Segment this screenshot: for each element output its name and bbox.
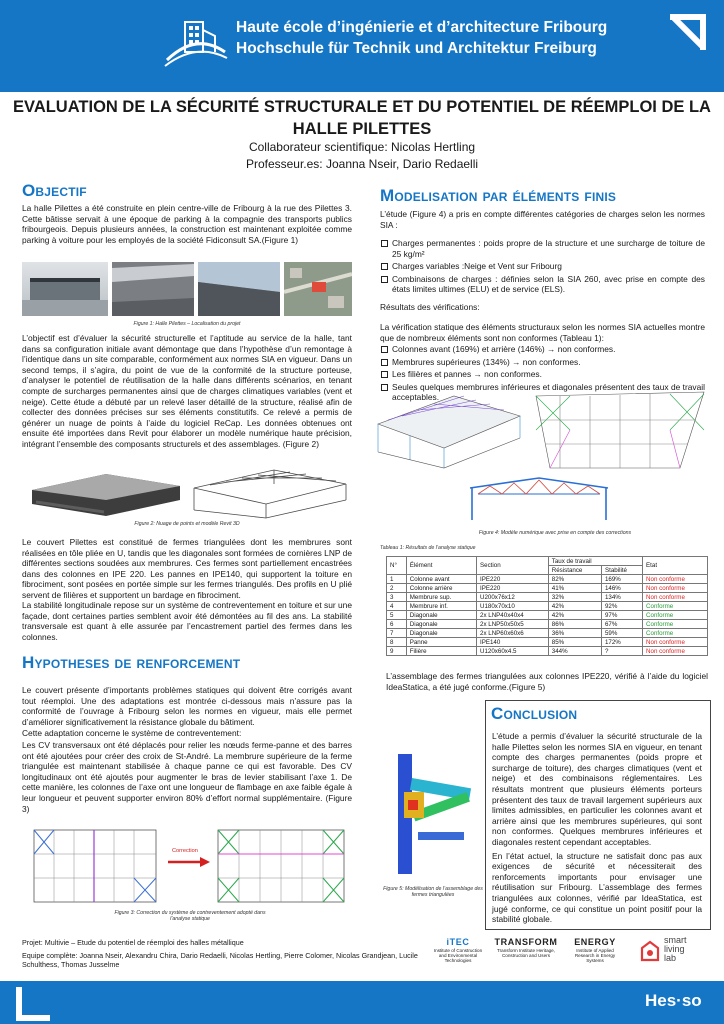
- objectif-heading: Objectif: [22, 181, 87, 200]
- school-name-de: Hochschule für Technik und Architektur Freiburg: [236, 40, 597, 57]
- fig1-map: [284, 262, 352, 316]
- footer-team: Equipe complète: Joanna Nseir, Alexandru Chira, Dario Redaelli, Nicolas Hertling, Pierre Colomer, Nicolas Grandjean, Lucile Schulthess, Thomas Jusselme: [22, 951, 418, 969]
- cell-num: 7: [387, 629, 407, 638]
- cell-stabilite: 169%: [601, 575, 642, 584]
- cell-stabilite: 92%: [601, 602, 642, 611]
- hypotheses-para1: Le couvert présente d’importants problèmes statiques qui doivent être corrigés avant tout réemploi. Une des adaptations est montrée ci-dessous mais n’assure pas la conformité de l’ouvrage à Fribourg selon les normes en vigueur, mais elle permet d’améliorer significativement la résistance globale du bâtiment.: [22, 685, 352, 727]
- cell-element: Filière: [406, 647, 476, 656]
- fig2-caption: Figure 2: Nuage de points et modèle Revit 3D: [134, 521, 240, 527]
- logo-energy: [566, 937, 624, 964]
- assembly-text: L’assemblage des fermes triangulées aux colonnes IPE220, vérifié à l’aide du logiciel IdeaStatica, a été jugé conforme.(Figure 5): [386, 671, 708, 692]
- conclusion-para1: L’étude a permis d’évaluer la sécurité structurale de la halle Pilettes selon les normes SIA en vigueur, en tenant compte des charges permanentes (poids propre et surcharge de toiture), des charges climatiques (vent et neige) et des combinaisons réglementaires. Les résultats montrent que plusieurs éléments porteurs présentent des taux de travail largement supérieurs aux limites admissibles, en particulier les colonnes avant et arrière ainsi que les membrures supérieures, qui sont non conformes. Quelques membrures inférieures et diagonales restent cependant acceptables.: [492, 731, 702, 847]
- cell-section: 2x LNP60x60x6: [477, 629, 549, 638]
- fig3-bracing-after: [214, 826, 348, 906]
- cell-etat: Non conforme: [643, 647, 708, 656]
- cell-element: Diagonale: [406, 629, 476, 638]
- sll-line1: smart: [664, 935, 687, 945]
- objectif-para4: La stabilité longitudinale repose sur un système de contreventement en toiture et sur une façade, dont certaines parties semblent avoir été démontées au fil des ans. La stabilité transversale est quant à elle assurée par l’encastrement partiel des fermes dans les colonnes.: [22, 600, 352, 642]
- fig3-correction-arrow-icon: [166, 856, 212, 868]
- footer-project: Projet: Multivie – Etude du potentiel de réemploi des halles métallique: [22, 938, 244, 947]
- cell-num: 1: [387, 575, 407, 584]
- cell-resistance: 86%: [548, 620, 601, 629]
- cell-section: 2x LNP40x40x4: [477, 611, 549, 620]
- verif-intro: La vérification statique des éléments structuraux selon les normes SIA actuelles montre que de nombreux éléments sont non conformes (Tableau 1):: [380, 322, 705, 343]
- fig2-revit-model: [190, 460, 350, 520]
- cell-resistance: 82%: [548, 575, 601, 584]
- cell-stabilite: 97%: [601, 611, 642, 620]
- table-row: [387, 602, 708, 611]
- th-etat: Etat: [643, 557, 708, 575]
- modelisation-intro: L’étude (Figure 4) a pris en compte différentes catégories de charges selon les normes SIA :: [380, 209, 705, 230]
- cell-num: 8: [387, 638, 407, 647]
- sll-line2: living: [664, 944, 685, 954]
- sll-line3: lab: [664, 953, 677, 963]
- results-heading: Résultats des vérifications:: [380, 302, 480, 312]
- cell-stabilite: ?: [601, 647, 642, 656]
- cell-etat: Conforme: [643, 629, 708, 638]
- cell-resistance: 85%: [548, 638, 601, 647]
- objectif-para2: L’objectif est d’évaluer la sécurité structurelle et l’aptitude au service de la halle, tant dans sa configuration initiale avant démontage que dans l’hypothèse d’un remontage à l’identique dans un site comparable, conformément aux normes SIA en vigueur. Dans un second temps, il s’agira, du point de vue de la conformité de la structure porteuse, d’analyser le potentiel de réutilisation de la halle dans différents scénarios, en tenant compte de surcharges permanentes ainsi que de charges climatiques variables (vent et neige). Cette étude a débuté par un relevé laser détaillé de la structure, réalisé afin de collecter des données précises sur ses éléments constitutifs. Ce relevé a permis de générer un nuage de points à l’aide du logiciel ReCap. Les données obtenues ont ensuite été importées dans Revit pour élaborer un modèle numérique haute précision, intégrant l’ensemble des composants structurels et des assemblages. (Figure 2): [22, 333, 352, 449]
- smart-living-lab-icon: [640, 940, 660, 962]
- fig1-photo-exterior: [22, 262, 108, 316]
- fig3-correction-label: Correction: [172, 848, 198, 854]
- hypotheses-para2-lead: Cette adaptation concerne le système de contreventement:: [22, 728, 242, 738]
- cell-section: IPE220: [477, 575, 549, 584]
- fig5-caption: Figure 5: Modélisation de l’assemblage des fermes triangulées: [383, 886, 483, 898]
- conclusion-para2: En l’état actuel, la structure ne satisfait donc pas aux exigences de sécurité et nécessiterait des renforcements importants pour envisager une réutilisation sur Fribourg. L’assemblage des fermes triangulées aux colonnes, vérifié par IdeaStatica, est jugé conforme, ce qui constitue un point positif pour la stabilité globale.: [492, 850, 702, 925]
- cell-etat: Non conforme: [643, 584, 708, 593]
- cell-resistance: 36%: [548, 629, 601, 638]
- hes-corner-bottom-icon: [16, 987, 50, 1021]
- verif-item: Les filières et pannes → non conformes.: [380, 369, 705, 380]
- poster-title: EVALUATION DE LA SÉCURITÉ STRUCTURALE ET DU POTENTIEL DE RÉEMPLOI DE LA HALLE PILETTES: [13, 98, 711, 138]
- th-stabilite: Stabilité: [601, 566, 642, 575]
- cell-stabilite: 134%: [601, 593, 642, 602]
- cell-stabilite: 59%: [601, 629, 642, 638]
- table-row: [387, 629, 708, 638]
- cell-num: 4: [387, 602, 407, 611]
- table-row: [387, 620, 708, 629]
- loads-list: [380, 238, 705, 297]
- cell-element: Colonne arrière: [406, 584, 476, 593]
- cell-etat: Conforme: [643, 611, 708, 620]
- cell-stabilite: 172%: [601, 638, 642, 647]
- school-name-fr: Haute école d’ingénierie et d’architecture Fribourg: [236, 19, 608, 36]
- cell-element: Colonne avant: [406, 575, 476, 584]
- logo-transform: [494, 937, 558, 958]
- table-row: [387, 611, 708, 620]
- logo-smart-living-lab: [640, 936, 710, 972]
- cell-element: Membrure sup.: [406, 593, 476, 602]
- cell-stabilite: 67%: [601, 620, 642, 629]
- cell-section: 2x LNP50x50x5: [477, 620, 549, 629]
- fig5-assembly-model: [388, 748, 480, 880]
- cell-section: U120x60x4.5: [477, 647, 549, 656]
- fig1-caption: Figure 1: Halle Pilettes – Localisation du projet: [133, 321, 241, 327]
- cell-num: 5: [387, 611, 407, 620]
- verif-item: Seules quelques membrures inférieures et diagonales présentent des taux de travail acceptables.: [380, 382, 705, 403]
- th-resistance: Résistance: [548, 566, 601, 575]
- cell-section: IPE140: [477, 638, 549, 647]
- cell-resistance: 344%: [548, 647, 601, 656]
- collaborator-line: Collaborateur scientifique: Nicolas Hertling: [248, 140, 476, 154]
- fig2-point-cloud: [26, 460, 186, 520]
- fig4-model-3d: [374, 390, 524, 472]
- table-row: [387, 593, 708, 602]
- footer-band: [0, 981, 724, 1024]
- table-row: [387, 638, 708, 647]
- fig1-photo-interior: [112, 262, 194, 316]
- verif-item: Membrures supérieures (134%) → non conformes.: [380, 357, 705, 368]
- modelisation-heading: Modelisation par éléments finis: [380, 186, 617, 205]
- fig1-photo-roof: [198, 262, 280, 316]
- verif-item: Colonnes avant (169%) et arrière (146%) → non conformes.: [380, 344, 705, 355]
- cell-num: 6: [387, 620, 407, 629]
- cell-stabilite: 146%: [601, 584, 642, 593]
- results-table: [386, 556, 708, 656]
- table-row: [387, 575, 708, 584]
- th-element: Élément: [406, 557, 476, 575]
- table-row: [387, 584, 708, 593]
- cell-etat: Conforme: [643, 602, 708, 611]
- cell-num: 2: [387, 584, 407, 593]
- th-section: Section: [477, 557, 549, 575]
- load-item: Charges variables :Neige et Vent sur Fribourg: [380, 261, 705, 272]
- cell-num: 9: [387, 647, 407, 656]
- cell-etat: Non conforme: [643, 638, 708, 647]
- conclusion-box: [485, 700, 711, 930]
- load-item: Charges permanentes : poids propre de la structure et une surcharge de toiture de 25 kg/m²: [380, 238, 705, 259]
- energy-name: ENERGY: [574, 937, 616, 947]
- objectif-intro: La halle Pilettes a été construite en plein centre-ville de Fribourg à la rue des Pilettes 3. Cette bâtisse servait à une époque de parking à la compagnie des transports publics fribourgeois. Depuis plusieurs années, la construction est maintenant exploitée comme parking à voiture pour les employés de la société Fidiconsult SA.(Figure 1): [22, 203, 352, 245]
- cell-etat: Non conforme: [643, 575, 708, 584]
- energy-subtitle: Institute of Applied Research in Energy Systems: [574, 948, 616, 964]
- itec-name: iTEC: [446, 937, 470, 947]
- fig4-model-plan: [530, 390, 710, 472]
- cell-element: Panne: [406, 638, 476, 647]
- th-num: N°: [387, 557, 407, 575]
- hypotheses-heading: Hypotheses de renforcement: [22, 653, 241, 672]
- fig3-caption: Figure 3: Correction du système de contreventement adopté dans l’analyse statique: [114, 910, 266, 922]
- transform-subtitle: Transform Institute Heritage, Construction and Users: [496, 948, 556, 959]
- cell-element: Diagonale: [406, 611, 476, 620]
- hefr-building-logo-icon: [163, 12, 229, 70]
- conclusion-body: [492, 731, 702, 928]
- table-row: [387, 647, 708, 656]
- cell-section: U180x70x10: [477, 602, 549, 611]
- itec-subtitle: Institute of Construction and Environmental Technologies: [433, 948, 483, 964]
- load-item: Combinaisons de charges : définies selon la SIA 260, avec prise en compte des états limites ultimes (ELU) et de service (ELS).: [380, 274, 705, 295]
- cell-resistance: 42%: [548, 611, 601, 620]
- cell-element: Membrure inf.: [406, 602, 476, 611]
- cell-resistance: 42%: [548, 602, 601, 611]
- cell-resistance: 32%: [548, 593, 601, 602]
- conclusion-heading: Conclusion: [491, 704, 578, 723]
- fig4-truss-elevation: [464, 474, 614, 522]
- cell-etat: Non conforme: [643, 593, 708, 602]
- transform-name: TRANSFORM: [494, 937, 558, 947]
- hes-corner-arrow-icon: [670, 14, 706, 50]
- objectif-para3: Le couvert Pilettes est constitué de fermes triangulées dont les membrures sont réalisées en tôle pliée en U, tandis que les diagonales sont formées de cornières LNP de différentes sections soudées aux membrures. Ces fermes sont partiellement encastrées dans des colonnes en IPE 220. Les pannes en IPE140, qui supportent la toiture en fibrociment, sont posées en portée simple sur les fermes triangulés. Des profils en U plié servent de filières et supportent un bardage en fibrociment.: [22, 537, 352, 600]
- hesso-logo: Hes·so: [645, 991, 702, 1010]
- cell-section: IPE220: [477, 584, 549, 593]
- professors-line: Professeur.es: Joanna Nseir, Dario Redaelli: [245, 157, 479, 171]
- cell-etat: Conforme: [643, 620, 708, 629]
- cell-num: 3: [387, 593, 407, 602]
- hypotheses-para2: Les CV transversaux ont été déplacés pour relier les nœuds ferme-panne et des barres ont été ajoutées pour créer des croix de St-André. La membrure supérieure de la ferme triangulée est maintenant stabilisée à chaque panne ce qui est favorable. Des CV longitudinaux ont été ajoutés pour augmenter le bras de levier stabilisant l’axe 1. De cette manière, les colonnes de l’axe ont une longueur de flambage en axe faible égale à leur longueur et peuvent supporter environ 80% d’effort normal supplémentaire. (Figure 3): [22, 740, 352, 814]
- logo-itec: [432, 937, 484, 964]
- fig4-caption: Figure 4: Modèle numérique avec prise en compte des corrections: [478, 530, 632, 536]
- table-caption: Tableau 1: Résultats de l’analyse statique: [380, 545, 476, 551]
- th-taux: Taux de travail: [548, 557, 642, 566]
- cell-section: U200x76x12: [477, 593, 549, 602]
- cell-resistance: 41%: [548, 584, 601, 593]
- header-band: [0, 0, 724, 92]
- cell-element: Diagonale: [406, 620, 476, 629]
- fig3-bracing-before: [30, 826, 160, 906]
